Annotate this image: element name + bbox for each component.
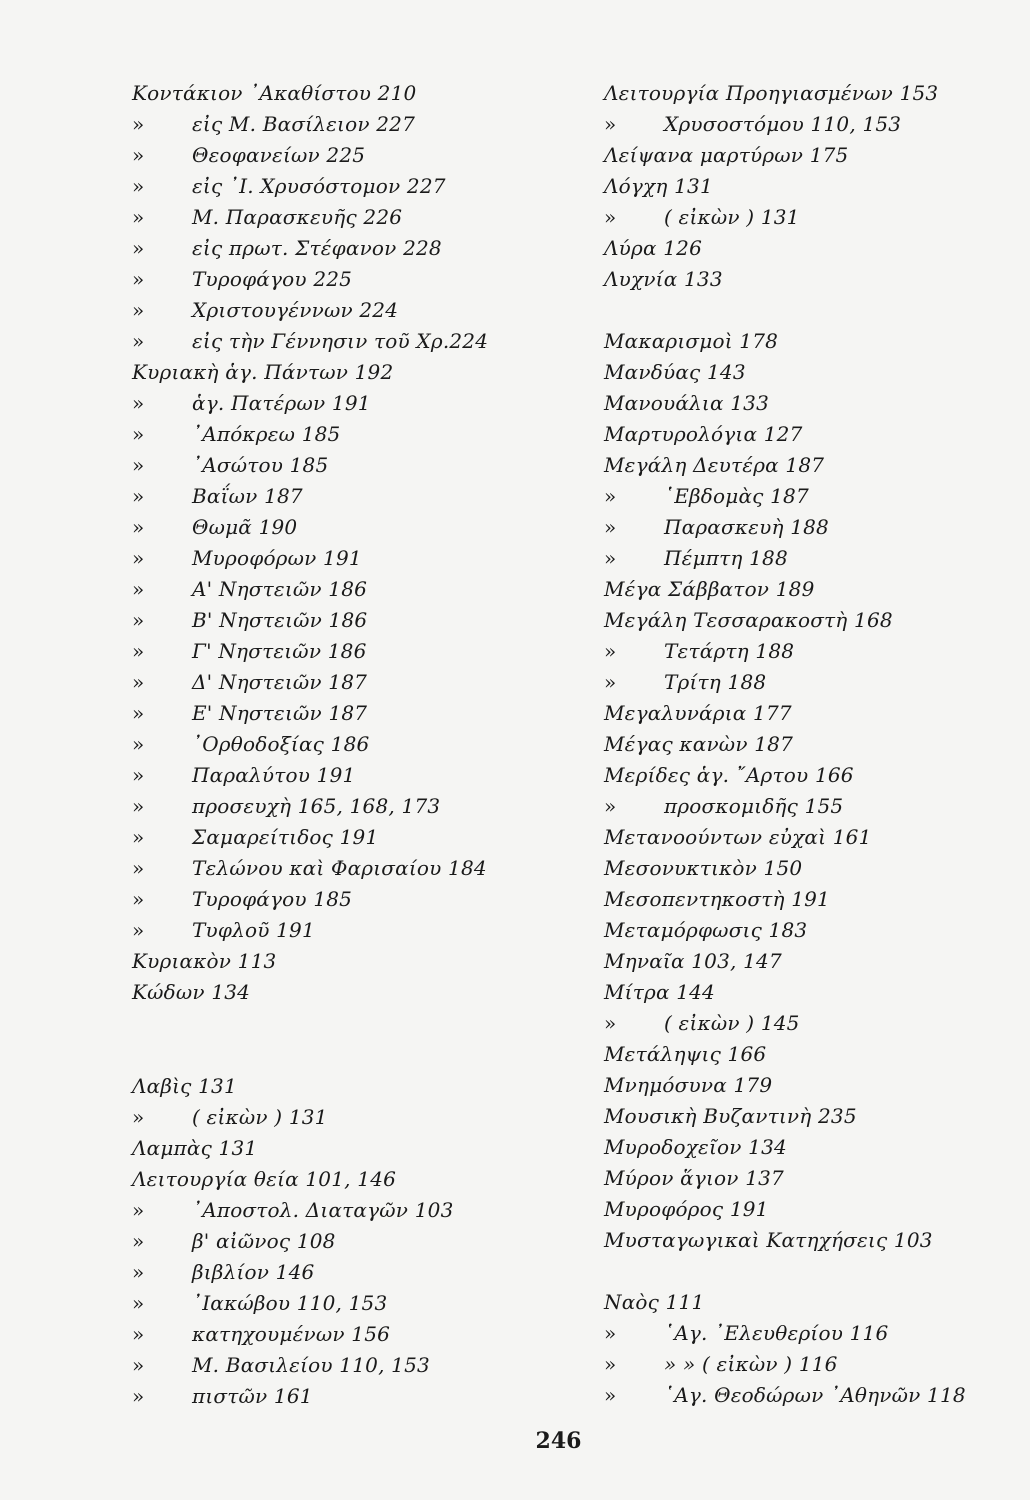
index-entry bbox=[132, 515, 297, 539]
index-entry bbox=[132, 422, 340, 446]
index-entry-text: Μεγάλη Τεσσαρακοστὴ 168 bbox=[604, 608, 893, 632]
index-entry-text: Μύρον ἅγιον 137 bbox=[604, 1166, 784, 1190]
index-entry-text: Β' Νηστειῶν 186 bbox=[192, 608, 368, 632]
index-entry-text: Τυφλοῦ 191 bbox=[192, 918, 315, 942]
index-entry bbox=[132, 453, 328, 477]
ditto-mark: » bbox=[132, 639, 145, 663]
index-entry-text: ᾿Ορθοδοξίας 186 bbox=[192, 732, 370, 756]
ditto-mark: » bbox=[132, 267, 145, 291]
index-entry-text: Ναὸς 111 bbox=[604, 1290, 705, 1314]
index-entry-text: Ε' Νηστειῶν 187 bbox=[192, 701, 368, 725]
index-entry-text: Μεσονυκτικὸν 150 bbox=[604, 856, 803, 880]
index-entry bbox=[132, 1105, 328, 1129]
ditto-mark: » bbox=[604, 1321, 617, 1345]
index-entry bbox=[604, 360, 746, 384]
ditto-mark: » bbox=[604, 1011, 617, 1035]
index-entry bbox=[132, 1291, 387, 1315]
index-entry bbox=[604, 732, 793, 756]
ditto-mark: » bbox=[132, 1260, 145, 1284]
index-entry bbox=[132, 1322, 390, 1346]
index-entry-text: » » ( εἰκὼν ) 116 bbox=[664, 1352, 838, 1376]
ditto-mark: » bbox=[132, 329, 145, 353]
index-entry bbox=[132, 856, 487, 880]
index-entry-text: Κυριακὴ ἁγ. Πάντων 192 bbox=[132, 360, 394, 384]
index-entry bbox=[132, 205, 402, 229]
index-entry-text: Κώδων 134 bbox=[132, 980, 251, 1004]
index-entry bbox=[132, 577, 367, 601]
index-entry-text: βιβλίον 146 bbox=[192, 1260, 315, 1284]
ditto-mark: » bbox=[132, 670, 145, 694]
index-entry bbox=[604, 856, 802, 880]
ditto-mark: » bbox=[132, 391, 145, 415]
index-entry bbox=[132, 1229, 336, 1253]
index-entry-text: Μυροδοχεῖον 134 bbox=[604, 1135, 787, 1159]
index-entry bbox=[604, 422, 803, 446]
index-entry bbox=[132, 329, 488, 353]
index-entry bbox=[604, 639, 794, 663]
index-entry-text: Λειτουργία θεία 101, 146 bbox=[132, 1167, 397, 1191]
index-entry bbox=[132, 81, 416, 105]
index-entry bbox=[132, 639, 367, 663]
index-entry-text: Λαβὶς 131 bbox=[132, 1074, 237, 1098]
ditto-mark: » bbox=[604, 639, 617, 663]
index-entry-text: εἰς Μ. Βασίλειον 227 bbox=[192, 112, 416, 136]
index-entry bbox=[132, 546, 362, 570]
ditto-mark: » bbox=[132, 422, 145, 446]
index-entry-text: ( εἰκὼν ) 131 bbox=[192, 1105, 328, 1129]
index-entry bbox=[132, 484, 303, 508]
index-entry-text: Μίτρα 144 bbox=[604, 980, 715, 1004]
index-entry bbox=[604, 329, 778, 353]
index-entry bbox=[604, 670, 766, 694]
index-entry bbox=[604, 608, 893, 632]
ditto-mark: » bbox=[132, 143, 145, 167]
ditto-mark: » bbox=[604, 112, 617, 136]
index-entry-text: Λείψανα μαρτύρων 175 bbox=[604, 143, 849, 167]
index-entry bbox=[604, 515, 829, 539]
index-entry bbox=[604, 949, 782, 973]
ditto-mark: » bbox=[132, 608, 145, 632]
index-entry bbox=[132, 1198, 454, 1222]
index-entry-text: Α' Νηστειῶν 186 bbox=[192, 577, 368, 601]
ditto-mark: » bbox=[132, 453, 145, 477]
index-entry bbox=[132, 360, 393, 384]
index-entry bbox=[132, 1260, 314, 1284]
index-entry-text: Μανδύας 143 bbox=[604, 360, 746, 384]
index-entry-text: ᾿Ιακώβου 110, 153 bbox=[192, 1291, 388, 1315]
index-entry bbox=[604, 1197, 769, 1221]
index-entry-text: Λειτουργία Προηγιασμένων 153 bbox=[604, 81, 939, 105]
index-entry-text: ᾿Απόκρεω 185 bbox=[192, 422, 341, 446]
index-entry-text: Μυσταγωγικαὶ Κατηχήσεις 103 bbox=[604, 1228, 933, 1252]
index-entry bbox=[132, 1167, 396, 1191]
index-entry bbox=[604, 1166, 784, 1190]
index-entry bbox=[604, 1290, 704, 1314]
index-entry bbox=[132, 298, 398, 322]
index-entry-text: ( εἰκὼν ) 131 bbox=[664, 205, 800, 229]
index-entry-text: προσευχὴ 165, 168, 173 bbox=[192, 794, 441, 818]
ditto-mark: » bbox=[132, 1322, 145, 1346]
ditto-mark: » bbox=[132, 205, 145, 229]
index-entry-text: Λυχνία 133 bbox=[604, 267, 723, 291]
index-entry bbox=[604, 236, 702, 260]
index-entry-text: ῾Αγ. ᾿Ελευθερίου 116 bbox=[664, 1321, 889, 1345]
ditto-mark: » bbox=[132, 577, 145, 601]
ditto-mark: » bbox=[132, 1353, 145, 1377]
index-entry bbox=[604, 1073, 772, 1097]
index-entry-text: Θεοφανείων 225 bbox=[192, 143, 366, 167]
index-entry-text: Κυριακὸν 113 bbox=[132, 949, 277, 973]
index-entry bbox=[604, 701, 792, 725]
index-entry-text: Μηναῖα 103, 147 bbox=[604, 949, 782, 973]
ditto-mark: » bbox=[604, 1383, 617, 1407]
ditto-mark: » bbox=[604, 546, 617, 570]
index-entry bbox=[132, 732, 369, 756]
index-entry-text: Τρίτη 188 bbox=[664, 670, 767, 694]
index-entry bbox=[132, 143, 365, 167]
index-entry-text: Μετανοούντων εὐχαὶ 161 bbox=[604, 825, 872, 849]
index-entry-text: Μακαρισμοὶ 178 bbox=[604, 329, 779, 353]
index-entry bbox=[604, 205, 800, 229]
index-entry-text: Μανουάλια 133 bbox=[604, 391, 770, 415]
index-entry-text: εἰς ᾿Ι. Χρυσόστομον 227 bbox=[192, 174, 446, 198]
index-entry-text: Τυροφάγου 185 bbox=[192, 887, 353, 911]
index-entry-text: Τετάρτη 188 bbox=[664, 639, 795, 663]
index-entry bbox=[604, 453, 824, 477]
index-entry bbox=[132, 608, 367, 632]
index-entry-text: Μέγας κανὼν 187 bbox=[604, 732, 794, 756]
ditto-mark: » bbox=[132, 794, 145, 818]
index-entry-text: Μυροφόρων 191 bbox=[192, 546, 362, 570]
ditto-mark: » bbox=[132, 515, 145, 539]
ditto-mark: » bbox=[132, 174, 145, 198]
index-entry bbox=[604, 267, 723, 291]
ditto-mark: » bbox=[132, 1384, 145, 1408]
ditto-mark: » bbox=[132, 112, 145, 136]
index-entry bbox=[132, 391, 371, 415]
index-entry bbox=[132, 1136, 257, 1160]
index-entry bbox=[604, 81, 938, 105]
index-entry bbox=[604, 546, 788, 570]
index-entry-text: προσκομιδῆς 155 bbox=[664, 794, 844, 818]
ditto-mark: » bbox=[132, 732, 145, 756]
index-entry-text: εἰς τὴν Γέννησιν τοῦ Χρ.224 bbox=[192, 329, 489, 353]
index-entry bbox=[132, 763, 355, 787]
index-entry bbox=[604, 391, 769, 415]
index-entry-text: Μετάληψις 166 bbox=[604, 1042, 767, 1066]
index-entry bbox=[132, 174, 446, 198]
index-entry-text: εἰς πρωτ. Στέφανον 228 bbox=[192, 236, 442, 260]
index-entry bbox=[604, 1042, 766, 1066]
index-entry-text: Πέμπτη 188 bbox=[664, 546, 788, 570]
index-entry-text: Γ' Νηστειῶν 186 bbox=[192, 639, 367, 663]
index-entry-text: ᾿Αποστολ. Διαταγῶν 103 bbox=[192, 1198, 454, 1222]
ditto-mark: » bbox=[132, 1291, 145, 1315]
index-entry-text: Παρασκευὴ 188 bbox=[664, 515, 829, 539]
index-entry bbox=[604, 763, 854, 787]
ditto-mark: » bbox=[132, 1105, 145, 1129]
index-entry bbox=[132, 112, 415, 136]
index-entry-text: κατηχουμένων 156 bbox=[192, 1322, 391, 1346]
index-entry bbox=[604, 484, 809, 508]
index-entry-text: Μνημόσυνα 179 bbox=[604, 1073, 773, 1097]
index-entry bbox=[604, 112, 901, 136]
index-entry bbox=[604, 174, 713, 198]
ditto-mark: » bbox=[132, 887, 145, 911]
index-entry-text: Μυροφόρος 191 bbox=[604, 1197, 769, 1221]
ditto-mark: » bbox=[132, 1229, 145, 1253]
index-entry bbox=[604, 577, 815, 601]
ditto-mark: » bbox=[604, 670, 617, 694]
ditto-mark: » bbox=[132, 763, 145, 787]
index-entry-text: Λόγχη 131 bbox=[604, 174, 713, 198]
index-entry bbox=[604, 794, 843, 818]
ditto-mark: » bbox=[604, 1352, 617, 1376]
index-entry-text: Παραλύτου 191 bbox=[192, 763, 356, 787]
ditto-mark: » bbox=[604, 205, 617, 229]
index-entry-text: ῾Εβδομὰς 187 bbox=[664, 484, 809, 508]
index-entry-text: Μεταμόρφωσις 183 bbox=[604, 918, 808, 942]
index-entry bbox=[604, 918, 807, 942]
index-entry bbox=[604, 980, 715, 1004]
index-entry bbox=[132, 887, 352, 911]
index-entry bbox=[604, 143, 848, 167]
index-entry-text: Τελώνου καὶ Φαρισαίου 184 bbox=[192, 856, 487, 880]
ditto-mark: » bbox=[132, 1198, 145, 1222]
index-entry bbox=[604, 887, 830, 911]
index-entry-text: Μεγαλυνάρια 177 bbox=[604, 701, 792, 725]
index-entry bbox=[604, 1383, 966, 1407]
index-entry-text: ( εἰκὼν ) 145 bbox=[664, 1011, 800, 1035]
index-entry-text: Μεγάλη Δευτέρα 187 bbox=[604, 453, 825, 477]
index-entry-text: ἁγ. Πατέρων 191 bbox=[192, 391, 371, 415]
index-entry bbox=[132, 1074, 237, 1098]
index-entry-text: Λύρα 126 bbox=[604, 236, 702, 260]
index-entry-text: β' αἰῶνος 108 bbox=[192, 1229, 336, 1253]
ditto-mark: » bbox=[132, 546, 145, 570]
index-entry bbox=[604, 1228, 933, 1252]
index-entry bbox=[132, 1384, 313, 1408]
ditto-mark: » bbox=[132, 825, 145, 849]
index-entry-text: Χρυσοστόμου 110, 153 bbox=[664, 112, 902, 136]
ditto-mark: » bbox=[132, 918, 145, 942]
index-entry bbox=[132, 918, 315, 942]
index-entry-text: Μουσικὴ Βυζαντινὴ 235 bbox=[604, 1104, 857, 1128]
index-entry-text: Θωμᾶ 190 bbox=[192, 515, 298, 539]
index-entry-text: Λαμπὰς 131 bbox=[132, 1136, 258, 1160]
index-entry-text: Βαΐων 187 bbox=[192, 484, 303, 508]
ditto-mark: » bbox=[604, 515, 617, 539]
index-entry bbox=[132, 949, 276, 973]
ditto-mark: » bbox=[604, 484, 617, 508]
index-entry-text: Μ. Βασιλείου 110, 153 bbox=[192, 1353, 430, 1377]
index-entry-text: Μερίδες ἁγ. ῎Αρτου 166 bbox=[604, 763, 854, 787]
index-entry-text: Μαρτυρολόγια 127 bbox=[604, 422, 803, 446]
index-entry bbox=[604, 1011, 800, 1035]
index-entry-text: Μέγα Σάββατον 189 bbox=[604, 577, 815, 601]
index-entry-text: Τυροφάγου 225 bbox=[192, 267, 353, 291]
index-entry bbox=[132, 701, 367, 725]
index-entry bbox=[604, 1104, 857, 1128]
index-entry bbox=[132, 980, 250, 1004]
index-entry bbox=[132, 1353, 430, 1377]
index-entry bbox=[604, 1135, 787, 1159]
index-entry bbox=[132, 236, 442, 260]
index-entry-text: ῾Αγ. Θεοδώρων ᾿Αθηνῶν 118 bbox=[664, 1383, 966, 1407]
index-entry-text: Δ' Νηστειῶν 187 bbox=[192, 670, 368, 694]
index-entry bbox=[604, 1352, 838, 1376]
index-entry bbox=[132, 267, 352, 291]
index-entry bbox=[604, 825, 872, 849]
ditto-mark: » bbox=[132, 856, 145, 880]
index-entry-text: Χριστουγέννων 224 bbox=[192, 298, 399, 322]
ditto-mark: » bbox=[132, 484, 145, 508]
ditto-mark: » bbox=[132, 236, 145, 260]
ditto-mark: » bbox=[132, 701, 145, 725]
index-entry-text: Μεσοπεντηκοστὴ 191 bbox=[604, 887, 830, 911]
index-entry-text: Κοντάκιον ᾿Ακαθίστου 210 bbox=[132, 81, 417, 105]
index-entry bbox=[132, 794, 440, 818]
ditto-mark: » bbox=[132, 298, 145, 322]
index-entry-text: Σαμαρείτιδος 191 bbox=[192, 825, 379, 849]
ditto-mark: » bbox=[604, 794, 617, 818]
index-entry bbox=[132, 825, 378, 849]
index-entry bbox=[604, 1321, 888, 1345]
page-number: 246 bbox=[535, 1428, 582, 1454]
index-entry bbox=[132, 670, 367, 694]
index-entry-text: Μ. Παρασκευῆς 226 bbox=[192, 205, 403, 229]
index-entry-text: ᾿Ασώτου 185 bbox=[192, 453, 329, 477]
index-entry-text: πιστῶν 161 bbox=[192, 1384, 313, 1408]
